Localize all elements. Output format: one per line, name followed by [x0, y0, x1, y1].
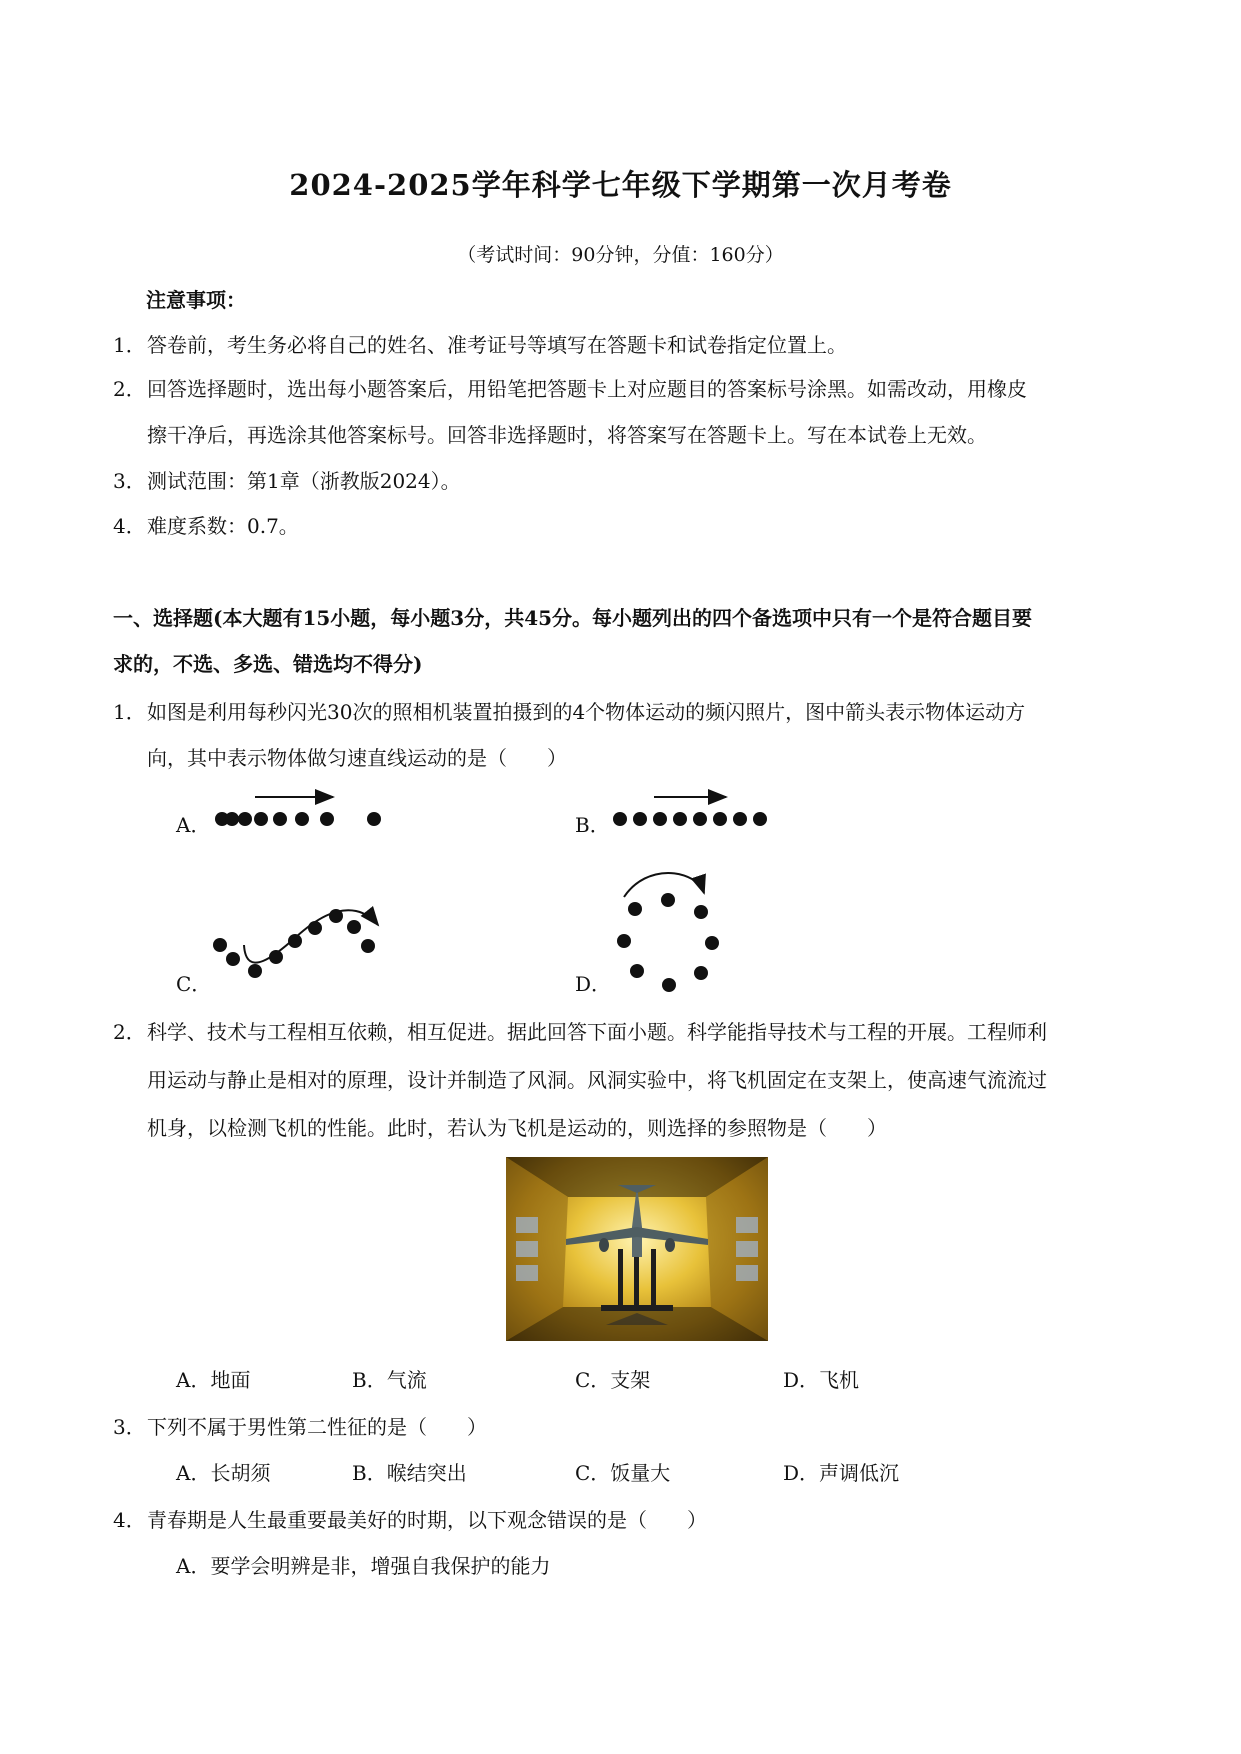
- q4-text: 青春期是人生最重要最美好的时期，以下观念错误的是（ ）: [147, 1508, 707, 1532]
- q1-text: 如图是利用每秒闪光30次的照相机装置拍摄到的4个物体运动的频闪照片，图中箭头表示物体运动方: [147, 700, 1026, 724]
- airplane-model-icon: [506, 1157, 768, 1341]
- notice-item-4-num: 4．: [113, 514, 146, 538]
- wind-tunnel-photo: [506, 1157, 768, 1341]
- q1-figure-a: [210, 785, 390, 830]
- notice-item-1: 答卷前，考生务必将自己的姓名、准考证号等填写在答题卡和试卷指定位置上。: [147, 333, 847, 357]
- notice-item-3-num: 3．: [113, 469, 146, 493]
- q2-option-b: B．气流: [352, 1368, 427, 1392]
- q2-option-d: D．飞机: [783, 1368, 860, 1392]
- q1-option-a: A．: [176, 813, 211, 837]
- q1-figure-d: [600, 865, 730, 995]
- q1-figure-c: [206, 885, 396, 995]
- page-subtitle: （考试时间：90分钟，分值：160分）: [457, 244, 784, 266]
- section-heading-cont: 求的，不选、多选、错选均不得分): [113, 652, 423, 676]
- q1-option-d: D．: [575, 972, 612, 996]
- q3-option-a: A．长胡须: [176, 1461, 271, 1485]
- notice-item-2-cont: 擦干净后，再选涂其他答案标号。回答非选择题时，将答案写在答题卡上。写在本试卷上无效。: [147, 423, 987, 447]
- motion-arrow-icon: [624, 873, 704, 897]
- q2-num: 2．: [113, 1020, 146, 1044]
- q3-option-b: B．喉结突出: [352, 1461, 467, 1485]
- q1-option-c: C．: [176, 972, 212, 996]
- q1-text-cont: 向，其中表示物体做匀速直线运动的是（ ）: [147, 746, 567, 770]
- q1-option-b: B．: [575, 813, 610, 837]
- notice-item-3: 测试范围：第1章（浙教版2024）。: [147, 469, 461, 493]
- notice-item-2-num: 2．: [113, 377, 146, 401]
- q1-figure-b: [606, 785, 786, 830]
- q2-text-cont-2: 机身，以检测飞机的性能。此时，若认为飞机是运动的，则选择的参照物是（ ）: [147, 1116, 887, 1140]
- notice-item-1-num: 1．: [113, 333, 146, 357]
- q4-option-a: A．要学会明辨是非，增强自我保护的能力: [176, 1554, 551, 1578]
- q3-option-d: D．声调低沉: [783, 1461, 900, 1485]
- q4-num: 4．: [113, 1508, 146, 1532]
- motion-arrow-icon: [244, 910, 378, 962]
- notice-item-4: 难度系数：0.7。: [147, 514, 299, 538]
- q3-option-c: C．饭量大: [575, 1461, 671, 1485]
- q2-option-c: C．支架: [575, 1368, 651, 1392]
- q3-num: 3．: [113, 1415, 146, 1439]
- notice-heading: 注意事项：: [146, 288, 246, 312]
- q3-text: 下列不属于男性第二性征的是（ ）: [147, 1415, 487, 1439]
- q2-option-a: A．地面: [176, 1368, 251, 1392]
- notice-item-2: 回答选择题时，选出每小题答案后，用铅笔把答题卡上对应题目的答案标号涂黑。如需改动，用橡皮: [147, 377, 1027, 401]
- page-title: 2024-2025学年科学七年级下学期第一次月考卷: [289, 168, 952, 202]
- q2-text-cont-1: 用运动与静止是相对的原理，设计并制造了风洞。风洞实验中，将飞机固定在支架上，使高速气流流过: [147, 1068, 1047, 1092]
- q1-num: 1．: [113, 700, 146, 724]
- q2-text: 科学、技术与工程相互依赖，相互促进。据此回答下面小题。科学能指导技术与工程的开展。工程师利: [147, 1020, 1047, 1044]
- section-heading: 一、选择题(本大题有15小题，每小题3分，共45分。每小题列出的四个备选项中只有一个是符合题目要: [113, 606, 1033, 630]
